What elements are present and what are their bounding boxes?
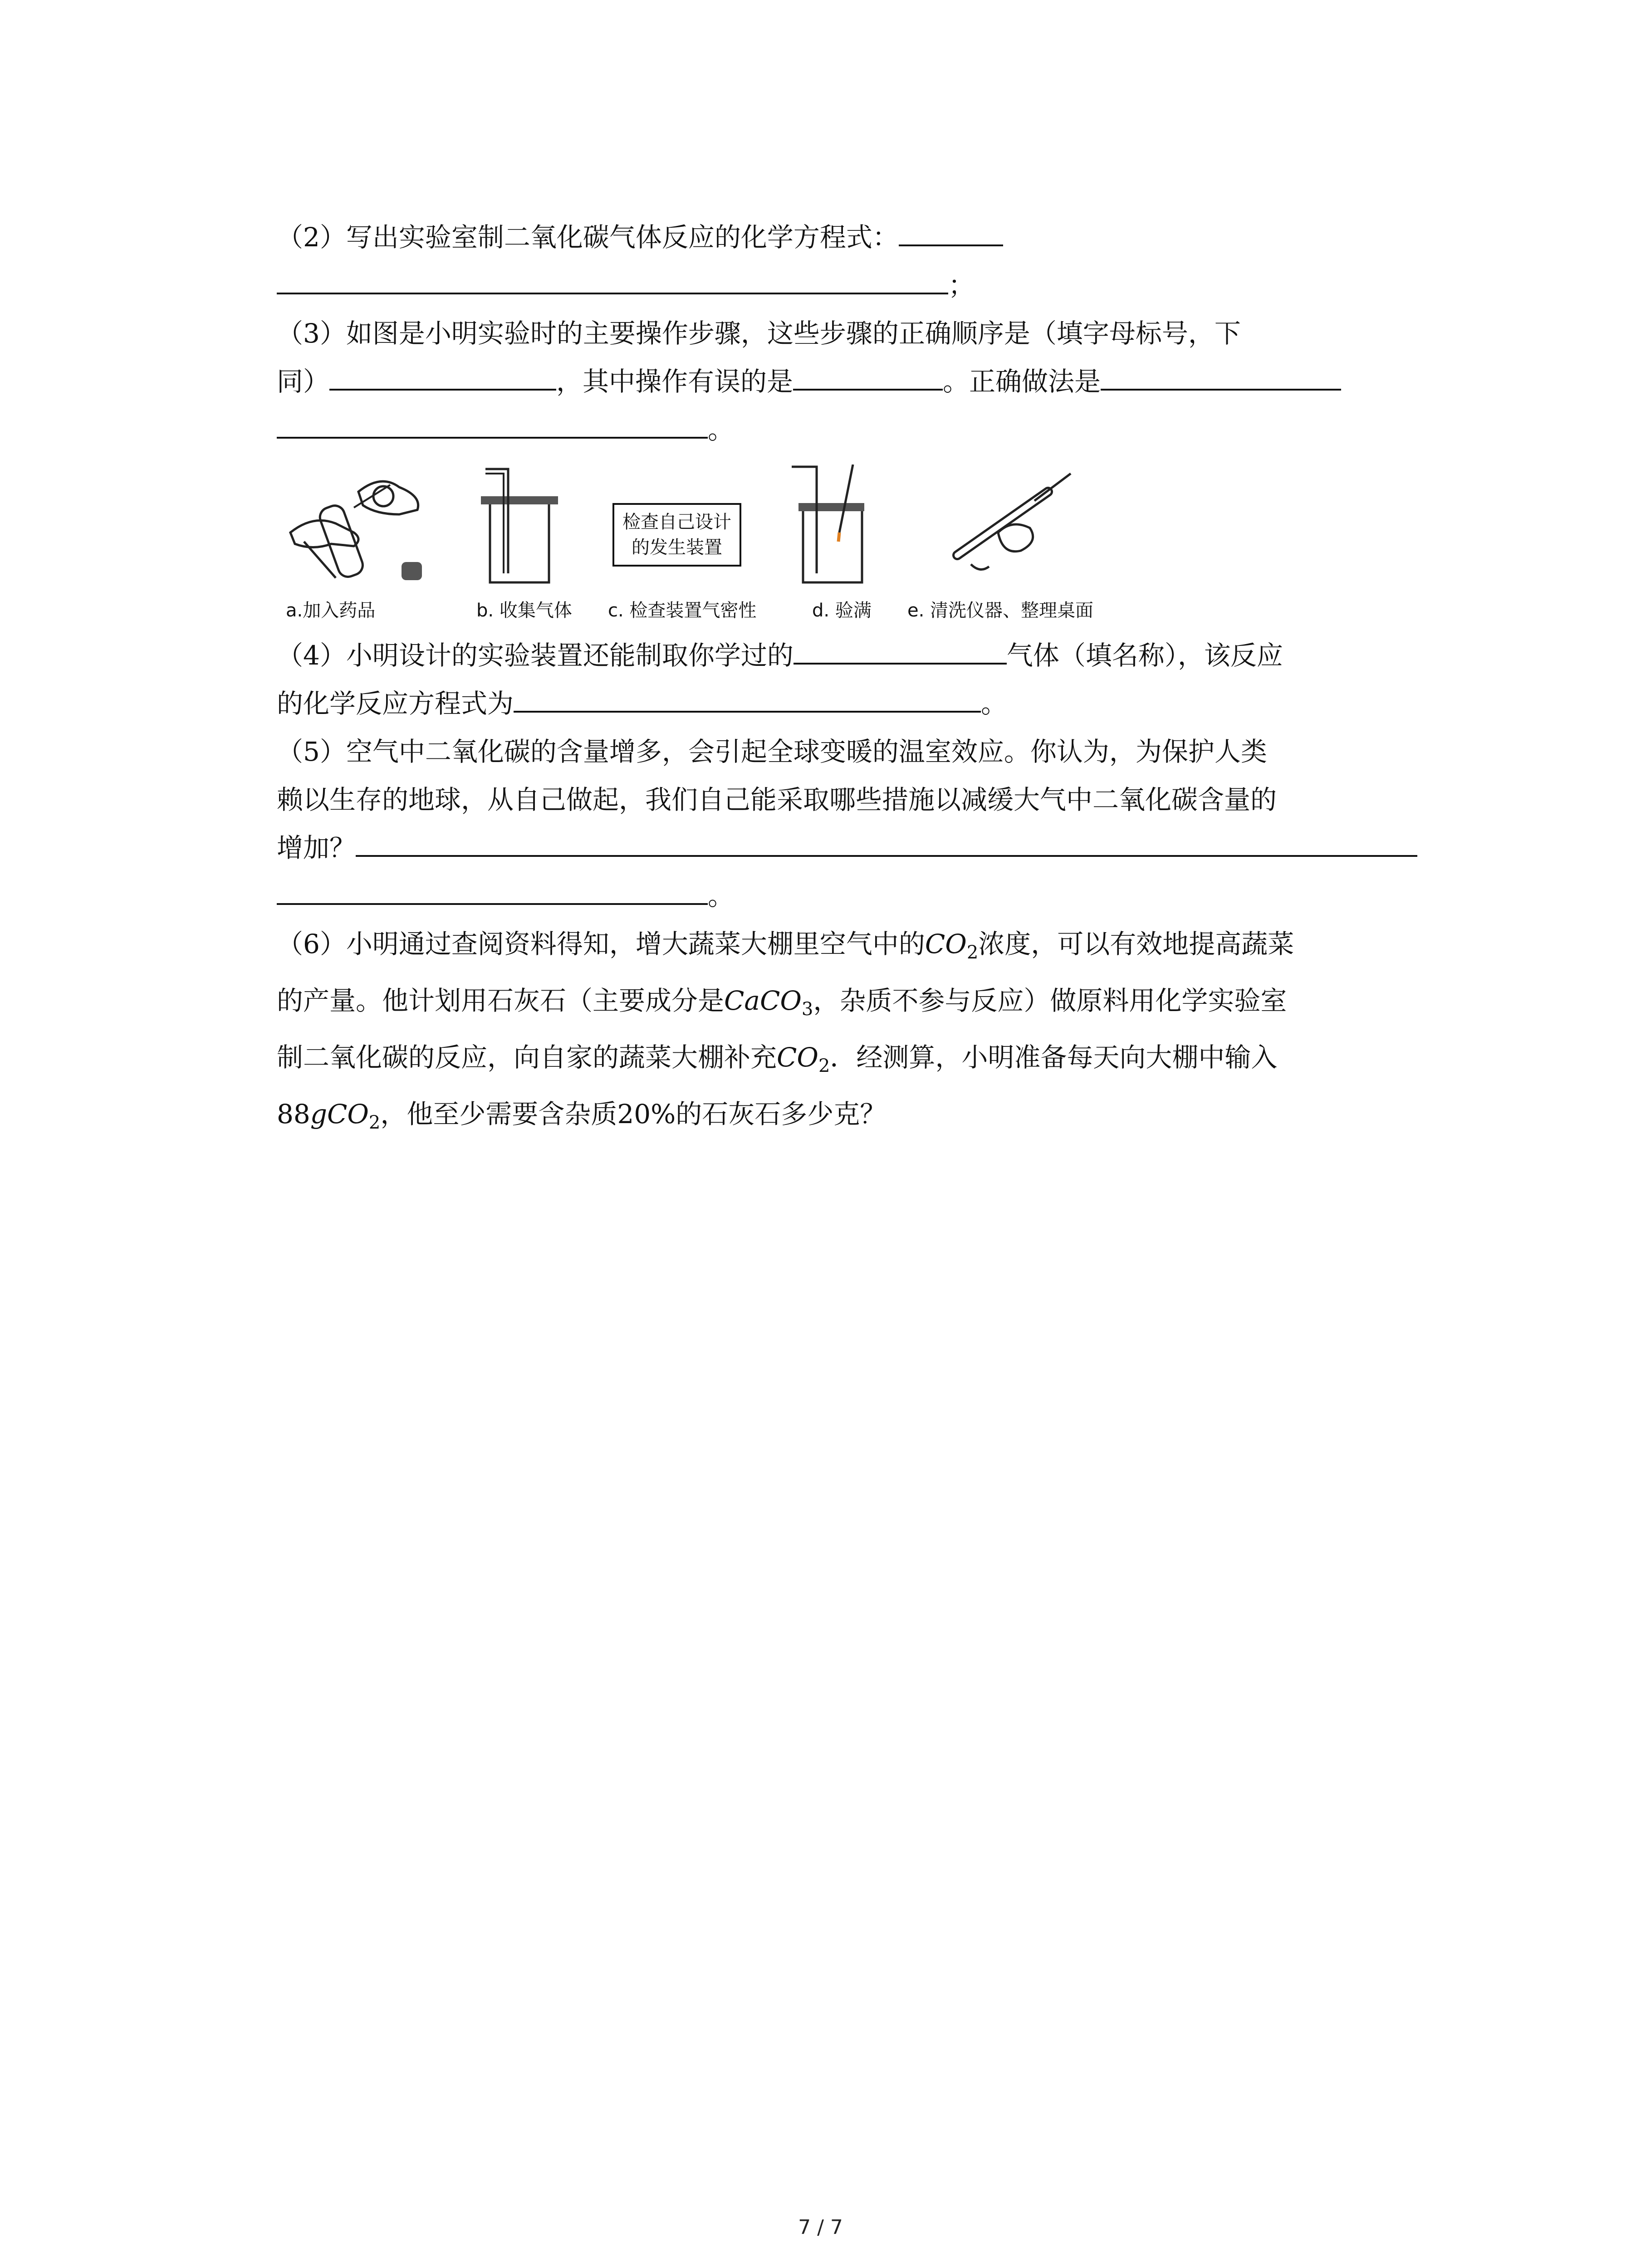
- co2-subscript: 2: [966, 942, 979, 963]
- q5-text-2: 赖以生存的地球，从自己做起，我们自己能采取哪些措施以减缓大气中二氧化碳含量的: [277, 784, 1277, 815]
- q2-answer-blank-a[interactable]: [899, 217, 1003, 246]
- co2-subscript: 2: [368, 1112, 381, 1133]
- q3-line-2: [277, 357, 1438, 406]
- q5-answer-blank-a[interactable]: [356, 828, 1417, 857]
- q6-text-3a: 制二氧化碳的反应，向自家的蔬菜大棚补充: [277, 1042, 777, 1073]
- q2-answer-blank-b[interactable]: [277, 265, 948, 294]
- q3-order-blank[interactable]: [329, 362, 556, 391]
- caption-a: a.加入药品: [286, 600, 376, 621]
- q3-correct-method-blank-b[interactable]: [277, 410, 708, 439]
- q3-end-mark: 。: [708, 414, 735, 445]
- caption-e: e. 清洗仪器、整理桌面: [907, 600, 1094, 621]
- box-label-line-1: 检查自己设计: [622, 512, 731, 533]
- gas-bottle-illustration: [472, 464, 563, 587]
- mass-number: 88: [277, 1099, 310, 1129]
- co2-formula: [777, 1042, 830, 1076]
- q3-line-3: [277, 406, 1438, 454]
- caption-d: d. 验满: [812, 600, 872, 621]
- page-number: 7 / 7: [798, 2216, 843, 2239]
- q5-line-2: [277, 776, 1438, 824]
- q3-correct-method-blank-a[interactable]: [1101, 362, 1341, 391]
- experiment-steps-figure: [277, 464, 1438, 628]
- verify-full-illustration: [785, 464, 876, 587]
- caco3-symbol: CaCO: [724, 985, 802, 1016]
- q6-line-1: [277, 920, 1438, 977]
- q2-line-1: [277, 213, 1438, 261]
- q3-text-b: ，其中操作有误的是: [556, 366, 794, 397]
- q3-wrong-step-blank[interactable]: [793, 362, 943, 391]
- q5-end-mark: 。: [708, 880, 735, 911]
- caption-b: b. 收集气体: [476, 600, 572, 621]
- co2-symbol: CO: [327, 1099, 369, 1129]
- box-label-line-2: 的发生装置: [632, 537, 722, 558]
- q4-text-c: 的化学反应方程式为: [277, 688, 514, 719]
- q3-text: （3）如图是小明实验时的主要操作步骤，这些步骤的正确顺序是（填字母标号，下: [277, 318, 1241, 349]
- q2-text: （2）写出实验室制二氧化碳气体反应的化学方程式：: [277, 222, 899, 253]
- q6-text-2b: ，杂质不参与反应）做原料用化学实验室: [813, 985, 1287, 1016]
- q2-end-mark: ；: [948, 270, 975, 301]
- caco3-formula: [724, 985, 813, 1020]
- q4-line-1: [277, 631, 1438, 679]
- q6-line-3: [277, 1033, 1438, 1090]
- q2-line-2: [277, 261, 1438, 309]
- q3-line-1: [277, 309, 1438, 357]
- q6-text-4b: ，他至少需要含杂质20%的石灰石多少克？: [380, 1099, 887, 1129]
- q5-line-1: [277, 728, 1438, 776]
- q5-text-3: 增加？: [277, 832, 356, 863]
- wash-instruments-illustration: [944, 464, 1080, 587]
- caption-c: c. 检查装置气密性: [608, 600, 757, 621]
- q4-text-a: （4）小明设计的实验装置还能制取你学过的: [277, 640, 794, 671]
- co2-subscript: 2: [818, 1056, 830, 1076]
- q5-text-1: （5）空气中二氧化碳的含量增多，会引起全球变暖的温室效应。你认为，为保护人类: [277, 736, 1267, 767]
- caco3-subscript: 3: [801, 999, 813, 1020]
- q5-answer-blank-b[interactable]: [277, 876, 708, 905]
- co2-symbol: CO: [777, 1042, 818, 1073]
- q6-text-1b: 浓度，可以有效地提高蔬菜: [978, 929, 1294, 959]
- q6-line-2: [277, 977, 1438, 1033]
- co2-formula: [925, 929, 979, 963]
- add-reagent-illustration: [286, 464, 436, 587]
- question-content: [277, 213, 1438, 1147]
- q4-equation-blank[interactable]: [514, 684, 981, 713]
- q6-text-1a: （6）小明通过查阅资料得知，增大蔬菜大棚里空气中的: [277, 929, 925, 959]
- co2-symbol: CO: [925, 929, 967, 959]
- q4-text-b: 气体（填名称），该反应: [1006, 640, 1283, 671]
- gram-unit: g: [310, 1099, 327, 1129]
- apparatus-check-box: [612, 503, 741, 567]
- q6-text-3b: ．经测算，小明准备每天向大棚中输入: [830, 1042, 1278, 1073]
- q5-line-3: [277, 824, 1438, 872]
- q4-end-mark: 。: [981, 688, 1008, 719]
- q6-line-4: [277, 1090, 1438, 1147]
- q5-line-4: [277, 872, 1438, 920]
- q6-text-2a: 的产量。他计划用石灰石（主要成分是: [277, 985, 725, 1016]
- co2-formula: [327, 1099, 381, 1133]
- q3-text-a: 同）: [277, 366, 330, 397]
- q3-text-c: 。正确做法是: [943, 366, 1101, 397]
- q4-gas-name-blank[interactable]: [794, 635, 1007, 665]
- q4-line-2: [277, 679, 1438, 728]
